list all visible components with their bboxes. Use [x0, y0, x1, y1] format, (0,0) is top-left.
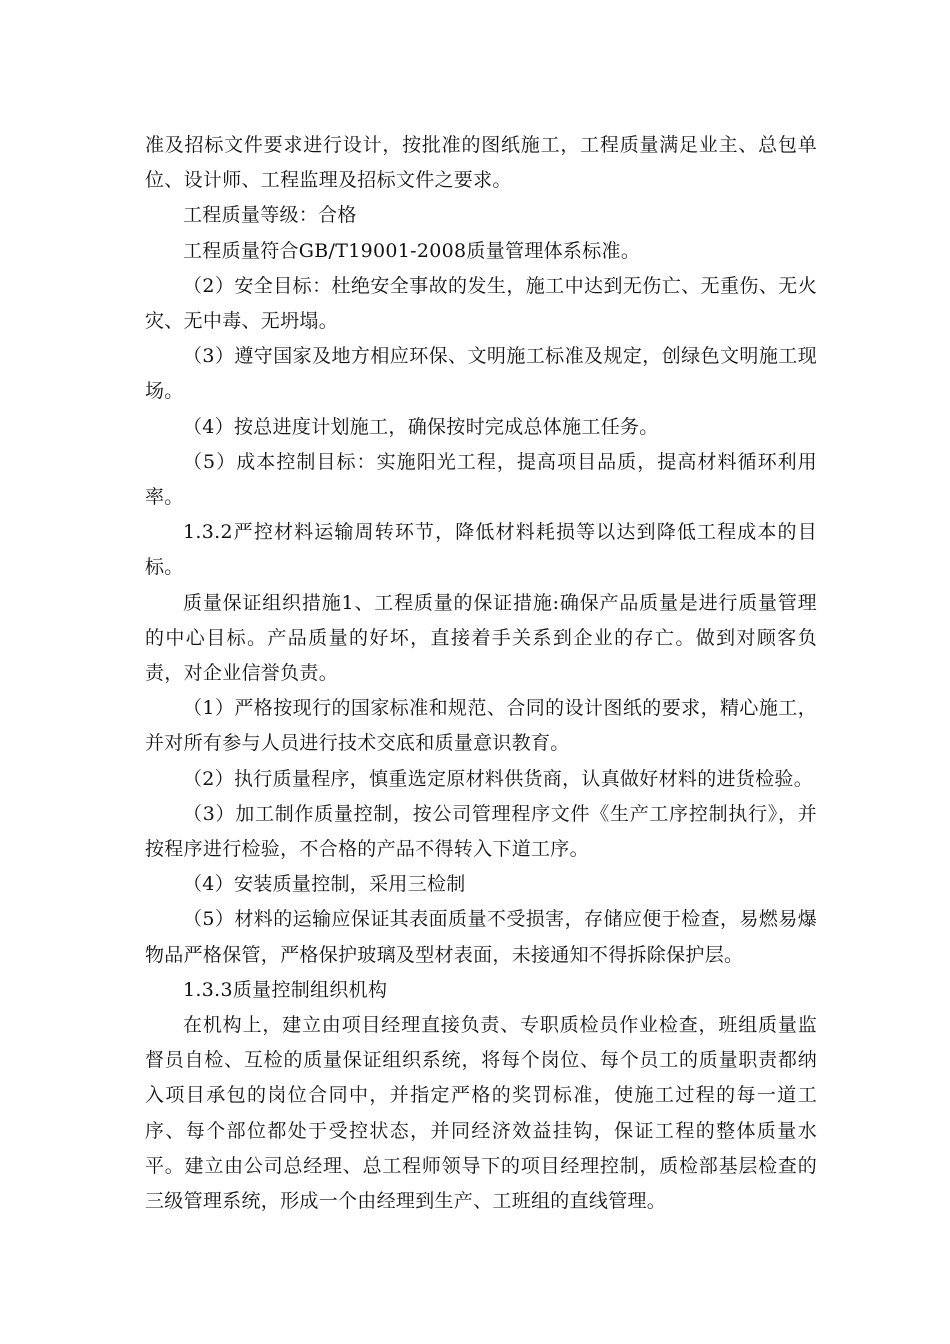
paragraph-quality-grade: 工程质量等级：合格 — [183, 204, 357, 227]
section-heading-1-3-3: 1.3.3质量控制组织机构 — [183, 978, 388, 1001]
paragraph-cost-goal: （5）成本控制目标：实施阳光工程，提高项目品质，提高材料循环利用率。 — [145, 450, 817, 509]
paragraph-quality-measures: 质量保证组织措施1、工程质量的保证措施:确保产品质量是进行质量管理的中心目标。产品质量的好坏，直接着手关系到企业的存亡。做到对顾客负责，对企业信誉负责。 — [145, 591, 817, 685]
paragraph-measure-1: （1）严格按现行的国家标准和规范、合同的设计图纸的要求，精心施工，并对所有参与人员进行技术交底和质量意识教育。 — [145, 697, 817, 755]
document-body — [145, 128, 817, 1219]
paragraph-schedule-goal: （4）按总进度计划施工，确保按时完成总体施工任务。 — [183, 415, 659, 438]
section-heading-1-3-2: 1.3.2严控材料运输周转环节，降低材料耗损等以达到降低工程成本的目标。 — [145, 521, 817, 579]
paragraph-measure-5: （5）材料的运输应保证其表面质量不受损害，存储应便于检查，易燃易爆物品严格保管，严格保护玻璃及型材表面，未接通知不得拆除保护层。 — [145, 908, 817, 966]
paragraph-continuation: 准及招标文件要求进行设计，按批准的图纸施工，工程质量满足业主、总包单位、设计师、工程监理及招标文件之要求。 — [145, 134, 817, 192]
paragraph-environment-goal: （3）遵守国家及地方相应环保、文明施工标准及规定，创绿色文明施工现场。 — [145, 345, 817, 403]
paragraph-safety-goal: （2）安全目标：杜绝安全事故的发生，施工中达到无伤亡、无重伤、无火灾、无中毒、无坍塌。 — [145, 274, 817, 333]
paragraph-quality-standard: 工程质量符合GB/T19001-2008质量管理体系标准。 — [183, 239, 641, 262]
paragraph-measure-3: （3）加工制作质量控制，按公司管理程序文件《生产工序控制执行》，并按程序进行检验，不合格的产品不得转入下道工序。 — [145, 802, 817, 861]
paragraph-organization: 在机构上，建立由项目经理直接负责、专职质检员作业检查，班组质量监督员自检、互检的质量保证组织系统，将每个岗位、每个员工的质量职责都纳入项目承包的岗位合同中，并指定严格的奖罚标准，使施工过程的每一道工序、每个部位都处于受控状态，并同经济效益挂钩，保证工程的整体质量水平。建立由公司总经理、总工程师领导下的项目经理控制，质检部基层检查的三级管理系统，形成一个由经理到生产、工班组的直线管理。 — [145, 1014, 817, 1213]
paragraph-measure-2: （2）执行质量程序，慎重选定原材料供货商，认真做好材料的进货检验。 — [183, 767, 813, 790]
paragraph-measure-4: （4）安装质量控制，采用三检制 — [183, 873, 466, 896]
